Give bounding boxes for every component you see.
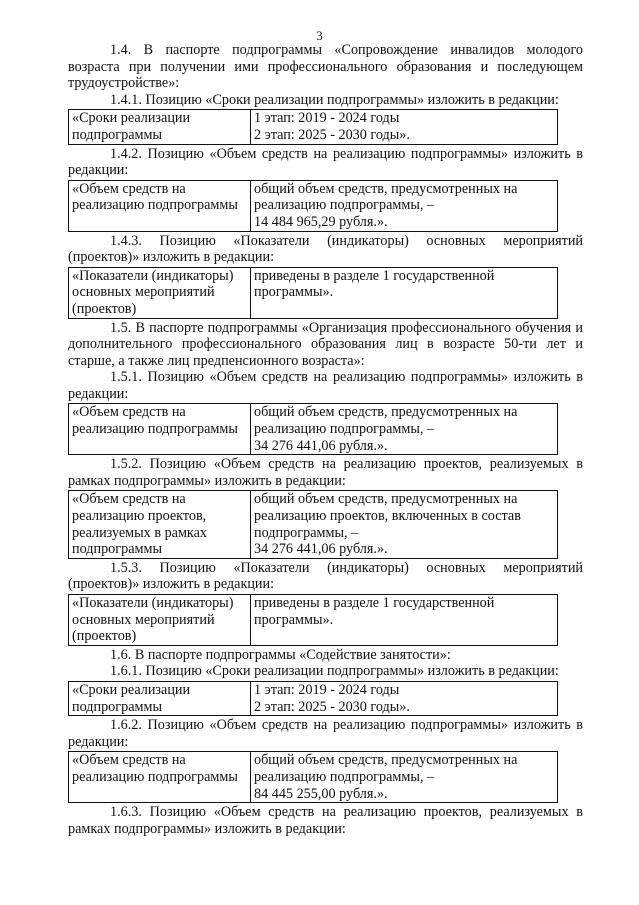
- paragraph: 1.4.1. Позицию «Сроки реализации подпрограммы» изложить в редакции:: [110, 91, 559, 108]
- cell-line: (проектов): [72, 628, 137, 645]
- paragraph: 1.5.1. Позицию «Объем средств на реализацию подпрограммы» изложить в редакции:: [68, 369, 583, 402]
- cell-line: реализацию проектов, включенных в состав: [254, 508, 521, 525]
- cell-line: реализацию подпрограммы, –: [254, 421, 435, 438]
- document-body: [68, 42, 583, 837]
- paragraph: 1.4. В паспорте подпрограммы «Сопровождение инвалидов молодого возраста при получении ими профессионального образования и последующем трудоустройстве»:: [68, 42, 583, 92]
- passport-table: [68, 267, 558, 319]
- paragraph: 1.4.2. Позицию «Объем средств на реализацию подпрограммы» изложить в редакции:: [68, 145, 583, 179]
- cell-line: подпрограммы: [72, 126, 162, 143]
- table-cell-label: [69, 595, 251, 646]
- table-cell-value: [251, 681, 558, 715]
- cell-line: реализацию подпрограммы: [72, 768, 238, 785]
- table-row: [69, 491, 558, 558]
- table-row: [69, 595, 558, 646]
- cell-line: «Объем средств на: [72, 404, 186, 421]
- passport-table: [68, 180, 558, 232]
- cell-line: реализацию подпрограммы, –: [254, 197, 435, 214]
- cell-line: основных мероприятий: [72, 284, 215, 301]
- cell-line: общий объем средств, предусмотренных на: [254, 180, 518, 197]
- table-cell-label: [69, 752, 251, 803]
- cell-line: 2 этап: 2025 - 2030 годы».: [254, 698, 410, 715]
- table-cell-value: [251, 752, 558, 803]
- table-cell-value: [251, 110, 558, 144]
- cell-line: общий объем средств, предусмотренных на: [254, 491, 518, 508]
- cell-line: «Показатели (индикаторы): [72, 595, 234, 611]
- table-cell-value: [251, 267, 558, 318]
- cell-line: 14 484 965,29 рубля.».: [254, 213, 388, 230]
- table-cell-value: [251, 595, 558, 646]
- cell-line: «Объем средств на: [72, 491, 186, 508]
- page-number: 3: [316, 28, 323, 43]
- cell-line: подпрограммы: [72, 541, 162, 558]
- cell-line: приведены в разделе 1 государственной: [254, 595, 495, 611]
- cell-line: общий объем средств, предусмотренных на: [254, 404, 518, 421]
- table-cell-label: [69, 491, 251, 558]
- paragraph: 1.6. В паспорте подпрограммы «Содействие занятости»:: [110, 646, 451, 663]
- cell-line: подпрограммы, –: [254, 524, 359, 541]
- table-row: [69, 404, 558, 455]
- cell-line: 2 этап: 2025 - 2030 годы».: [254, 126, 410, 143]
- table-row: [69, 180, 558, 231]
- table-cell-value: [251, 180, 558, 231]
- cell-line: 84 445 255,00 рубля.».: [254, 785, 388, 802]
- cell-line: 34 276 441,06 рубля.».: [254, 437, 388, 454]
- table-cell-value: [251, 491, 558, 558]
- paragraph: 1.5. В паспорте подпрограммы «Организация профессионального обучения и дополнительного профессионального образования лиц в возрасте 50-ти лет и старше, а также лиц предпенсионного возраста»:: [68, 319, 583, 369]
- cell-line: основных мероприятий: [72, 611, 215, 628]
- passport-table: [68, 594, 558, 646]
- table-row: [69, 681, 558, 715]
- cell-line: программы».: [254, 611, 334, 628]
- cell-line: реализацию проектов,: [72, 508, 207, 525]
- paragraph: 1.6.2. Позицию «Объем средств на реализацию подпрограммы» изложить в редакции:: [68, 717, 583, 750]
- cell-line: подпрограммы: [72, 698, 162, 715]
- cell-line: реализацию подпрограммы: [72, 197, 238, 214]
- cell-line: «Объем средств на: [72, 180, 186, 197]
- cell-line: реализуемых в рамках: [72, 524, 208, 541]
- cell-line: реализацию подпрограммы: [72, 421, 238, 438]
- table-cell-label: [69, 404, 251, 455]
- cell-line: общий объем средств, предусмотренных на: [254, 752, 518, 769]
- passport-table: [68, 403, 558, 455]
- passport-table: [68, 681, 558, 716]
- cell-line: 1 этап: 2019 - 2024 годы: [254, 681, 400, 698]
- table-cell-value: [251, 404, 558, 455]
- passport-table: [68, 109, 558, 144]
- cell-line: «Сроки реализации: [72, 110, 191, 127]
- table-cell-label: [69, 180, 251, 231]
- table-row: [69, 267, 558, 318]
- cell-line: «Показатели (индикаторы): [72, 267, 234, 284]
- table-row: [69, 110, 558, 144]
- passport-table: [68, 751, 558, 803]
- paragraph: 1.5.2. Позицию «Объем средств на реализацию проектов, реализуемых в рамках подпрограммы» изложить в редакции:: [68, 456, 583, 489]
- table-row: [69, 752, 558, 803]
- paragraph: 1.6.3. Позицию «Объем средств на реализацию проектов, реализуемых в рамках подпрограммы» изложить в редакции:: [68, 804, 583, 837]
- cell-line: (проектов): [72, 300, 137, 317]
- table-cell-label: [69, 110, 251, 144]
- cell-line: «Сроки реализации: [72, 681, 191, 698]
- table-cell-label: [69, 267, 251, 318]
- cell-line: программы».: [254, 284, 334, 301]
- paragraph: 1.6.1. Позицию «Сроки реализации подпрограммы» изложить в редакции:: [110, 663, 559, 680]
- paragraph: 1.4.3. Позицию «Показатели (индикаторы) основных мероприятий (проектов)» изложить в редакции:: [68, 232, 583, 266]
- paragraph: 1.5.3. Позицию «Показатели (индикаторы) основных мероприятий (проектов)» изложить в редакции:: [68, 559, 583, 593]
- cell-line: приведены в разделе 1 государственной: [254, 267, 495, 284]
- cell-line: «Объем средств на: [72, 752, 186, 769]
- cell-line: реализацию подпрограммы, –: [254, 768, 435, 785]
- passport-table: [68, 490, 558, 558]
- table-cell-label: [69, 681, 251, 715]
- cell-line: 34 276 441,06 рубля.».: [254, 541, 388, 558]
- cell-line: 1 этап: 2019 - 2024 годы: [254, 110, 400, 127]
